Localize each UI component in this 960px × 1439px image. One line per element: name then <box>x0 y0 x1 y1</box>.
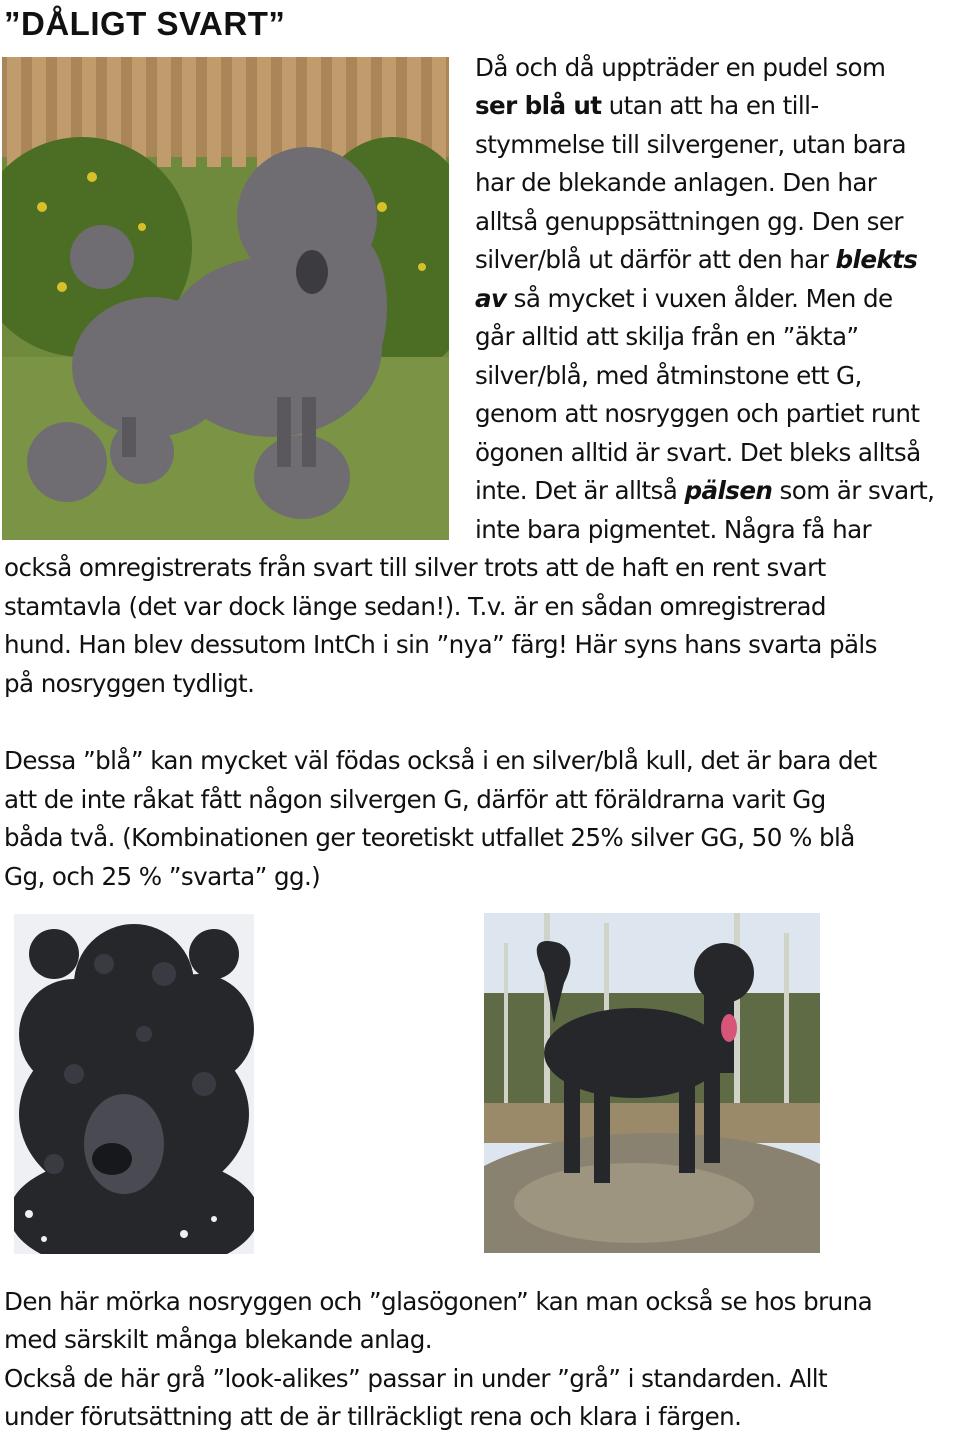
intro-line-6: silver/blå ut därför att den har blekts <box>475 245 918 274</box>
intro-line-13: inte bara pigmentet. Några få har <box>475 515 872 544</box>
intro-line-17: på nosryggen tydligt. <box>4 669 255 698</box>
paragraph-2-line-4: Gg, och 25 % ”svarta” gg.) <box>4 862 321 891</box>
paragraph-2-line-3: båda två. (Kombinationen ger teoretiskt utfallet 25% silver GG, 50 % blå <box>4 823 855 852</box>
intro-line-5: alltså genuppsättningen gg. Den ser <box>475 207 903 236</box>
intro-line-9: silver/blå, med åtminstone ett G, <box>475 361 862 390</box>
intro-line-2: ser blå ut utan att ha en till- <box>475 91 819 120</box>
intro-line-15: stamtavla (det var dock länge sedan!). T.v. är en sådan omregistrerad <box>4 592 826 621</box>
photo-dark-poodle-head-closeup <box>14 914 254 1254</box>
intro-line-7: av så mycket i vuxen ålder. Men de <box>475 284 893 313</box>
paragraph-3-line-3: Också de här grå ”look-alikes” passar in under ”grå” i standarden. Allt <box>4 1364 828 1393</box>
intro-line-14: också omregistrerats från svart till silver trots att de haft en rent svart <box>4 553 826 582</box>
intro-line-10: genom att nosryggen och partiet runt <box>475 399 920 428</box>
intro-line-8: går alltid att skilja från en ”äkta” <box>475 322 859 351</box>
paragraph-3-line-1: Den här mörka nosryggen och ”glasögonen” kan man också se hos bruna <box>4 1287 873 1316</box>
intro-line-11: ögonen alltid är svart. Det bleks alltså <box>475 438 921 467</box>
document-title: ”DÅLIGT SVART” <box>4 5 286 42</box>
photo-grey-poodle-show-clip <box>2 57 449 540</box>
paragraph-2-line-2: att de inte råkat fått någon silvergen G, därför att föräldrarna varit Gg <box>4 785 826 814</box>
intro-line-12: inte. Det är alltså pälsen som är svart, <box>475 476 935 505</box>
photo-dark-poodle-standing <box>484 913 820 1253</box>
paragraph-2-line-1: Dessa ”blå” kan mycket väl födas också i en silver/blå kull, det är bara det <box>4 746 877 775</box>
intro-line-4: har de blekande anlagen. Den har <box>475 168 877 197</box>
paragraph-3-line-4: under förutsättning att de är tillräckligt rena och klara i färgen. <box>4 1402 742 1431</box>
intro-line-3: stymmelse till silvergener, utan bara <box>475 130 907 159</box>
paragraph-3-line-2: med särskilt många blekande anlag. <box>4 1325 433 1354</box>
intro-line-16: hund. Han blev dessutom IntCh i sin ”nya” färg! Här syns hans svarta päls <box>4 630 877 659</box>
intro-line-1: Då och då uppträder en pudel som <box>475 53 886 82</box>
